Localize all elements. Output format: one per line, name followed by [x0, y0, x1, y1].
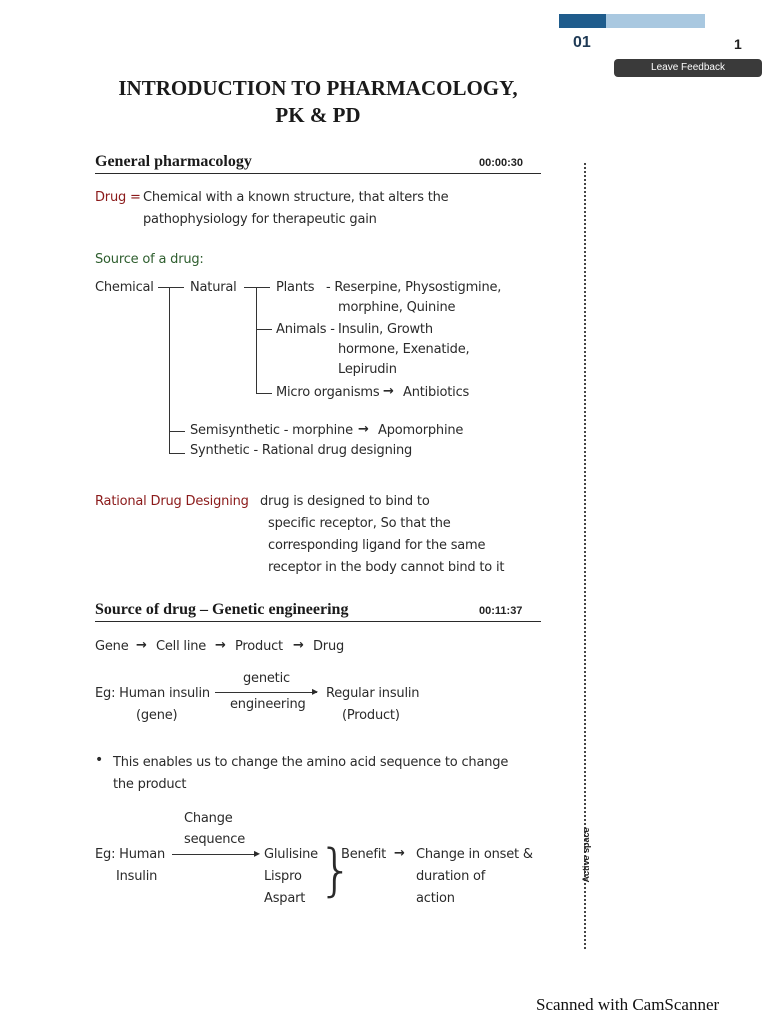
progress-fill: [559, 14, 606, 28]
arrow-icon: →: [358, 422, 369, 437]
bullet-icon: •: [95, 752, 104, 768]
tree-animals-examples-1: Insulin, Growth: [338, 322, 433, 337]
benefit-label: Benefit: [341, 847, 387, 862]
tree-semisynthetic: Semisynthetic - morphine: [190, 423, 353, 438]
arrow-head-icon: ▸: [312, 684, 318, 698]
eg1-arrow-top: genetic: [243, 671, 290, 686]
tree-animals: Animals -: [276, 322, 335, 337]
tree-connector: [169, 453, 185, 454]
tree-plants-examples-1: - Reserpine, Physostigmine,: [326, 280, 502, 295]
eg2-arrow-top-2: sequence: [184, 832, 246, 847]
analog-glulisine: Glulisine: [264, 847, 318, 862]
active-space-label: Active space: [581, 827, 591, 883]
source-label: Source of a drug:: [95, 252, 204, 267]
brace-icon: }: [318, 838, 354, 903]
flow-product: Product: [235, 639, 283, 654]
tree-connector: [256, 393, 272, 394]
drug-definition-2: pathophysiology for therapeutic gain: [143, 212, 377, 227]
eg2-label-2: Insulin: [116, 869, 158, 884]
drug-definition-1: Chemical with a known structure, that alters the: [143, 190, 449, 205]
tree-micro-example: Antibiotics: [403, 385, 470, 400]
tree-connector: [256, 329, 272, 330]
eg2-arrow-top-1: Change: [184, 811, 233, 826]
benefit-text-3: action: [416, 891, 455, 906]
timestamp-1[interactable]: 00:00:30: [479, 157, 524, 169]
section-rule-2: [95, 621, 541, 622]
page-number-left: 01: [573, 34, 591, 51]
eg2-label-1: Eg: Human: [95, 847, 166, 862]
tree-animals-examples-2: hormone, Exenatide,: [338, 342, 470, 357]
analog-lispro: Lispro: [264, 869, 302, 884]
benefit-text-2: duration of: [416, 869, 486, 884]
tree-connector: [256, 287, 257, 394]
benefit-text-1: Change in onset &: [416, 847, 533, 862]
arrow-icon: →: [383, 384, 394, 399]
arrow-icon: →: [394, 846, 405, 861]
bullet-text-2: the product: [113, 777, 187, 792]
timestamp-2[interactable]: 00:11:37: [479, 605, 523, 617]
tree-connector: [169, 431, 185, 432]
scanner-watermark: Scanned with CamScanner: [536, 995, 720, 1014]
arrow-icon: →: [136, 638, 147, 653]
section-rule-1: [95, 173, 541, 174]
leave-feedback-button[interactable]: Leave Feedback: [614, 59, 762, 77]
eg1-sub: (gene): [136, 708, 178, 723]
tree-chemical: Chemical: [95, 280, 154, 295]
tree-synthetic: Synthetic - Rational drug designing: [190, 443, 413, 458]
page-title: [88, 75, 548, 129]
eg1-arrow-line: [215, 692, 317, 693]
rational-design-text-4: receptor in the body cannot bind to it: [268, 560, 505, 575]
rational-design-text-3: corresponding ligand for the same: [268, 538, 486, 553]
flow-drug: Drug: [313, 639, 345, 654]
tree-connector: [158, 287, 184, 288]
eg1-label: Eg: Human insulin: [95, 686, 210, 701]
arrow-icon: →: [215, 638, 226, 653]
flow-gene: Gene: [95, 639, 129, 654]
tree-connector: [169, 287, 170, 454]
eg1-arrow-bottom: engineering: [230, 697, 306, 712]
analog-aspart: Aspart: [264, 891, 306, 906]
tree-plants: Plants: [276, 280, 315, 295]
eg2-arrow-line: [172, 854, 258, 855]
tree-natural: Natural: [190, 280, 237, 295]
flow-cell-line: Cell line: [156, 639, 207, 654]
tree-semisynthetic-example: Apomorphine: [378, 423, 464, 438]
bullet-text-1: This enables us to change the amino acid sequence to change: [113, 755, 509, 770]
eg1-result: Regular insulin: [326, 686, 420, 701]
arrow-icon: →: [293, 638, 304, 653]
drug-label: Drug =: [95, 190, 141, 205]
tree-animals-examples-3: Lepirudin: [338, 362, 397, 377]
rational-design-text-2: specific receptor, So that the: [268, 516, 451, 531]
title-line-2: PK & PD: [275, 103, 361, 127]
section-heading-genetic-engineering: Source of drug – Genetic engineering: [95, 601, 349, 618]
title-line-1: INTRODUCTION TO PHARMACOLOGY,: [118, 76, 518, 100]
tree-micro-organisms: Micro organisms: [276, 385, 380, 400]
tree-connector: [244, 287, 270, 288]
tree-plants-examples-2: morphine, Quinine: [338, 300, 456, 315]
rational-design-label: Rational Drug Designing: [95, 494, 249, 509]
progress-bar: [559, 14, 705, 28]
arrow-head-icon: ▸: [254, 846, 260, 860]
eg1-result-sub: (Product): [342, 708, 400, 723]
page-number-right: 1: [734, 36, 742, 52]
rational-design-text-1: drug is designed to bind to: [260, 494, 430, 509]
section-heading-general-pharmacology: General pharmacology: [95, 153, 252, 170]
